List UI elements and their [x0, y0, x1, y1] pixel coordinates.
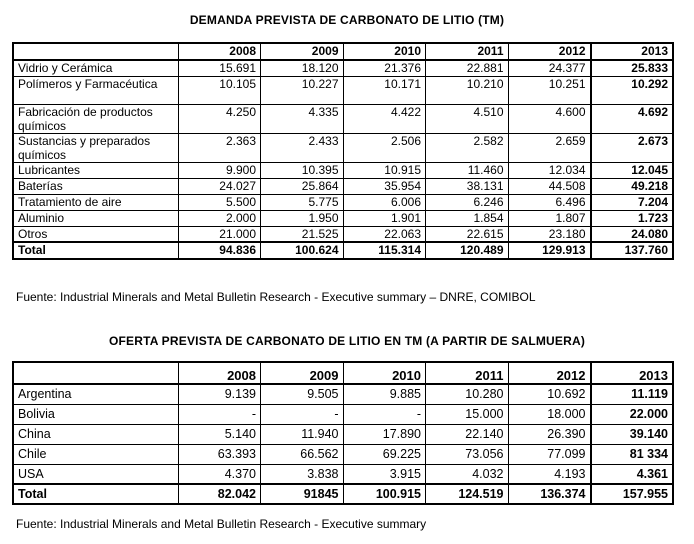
table-row — [13, 384, 673, 404]
year-header: 2011 — [426, 43, 509, 60]
value-cell: 10.210 — [426, 76, 509, 104]
value-cell-2013: 81 334 — [591, 444, 674, 464]
value-cell-2013: 1.723 — [591, 210, 674, 226]
year-header: 2012 — [508, 362, 591, 384]
value-cell: 15.691 — [178, 60, 261, 76]
table-row — [13, 194, 673, 210]
value-cell: 11.940 — [261, 424, 344, 444]
value-cell: 23.180 — [508, 226, 591, 242]
total-cell: 82.042 — [178, 484, 261, 504]
value-cell: 22.063 — [343, 226, 426, 242]
value-cell: 10.251 — [508, 76, 591, 104]
value-cell: 4.250 — [178, 104, 261, 133]
value-cell: 2.433 — [261, 133, 344, 162]
total-cell-2013: 137.760 — [591, 242, 674, 259]
supply-source-note: Fuente: Industrial Minerals and Metal Bulletin Research - Executive summary — [16, 517, 427, 531]
value-cell: 10.171 — [343, 76, 426, 104]
value-cell: 4.032 — [426, 464, 509, 484]
total-cell: 115.314 — [343, 242, 426, 259]
table-row — [13, 162, 673, 178]
row-label: Fabricación de productos químicos — [13, 104, 178, 133]
value-cell-2013: 12.045 — [591, 162, 674, 178]
total-cell: 91845 — [261, 484, 344, 504]
value-cell: 5.140 — [178, 424, 261, 444]
row-label: Otros — [13, 226, 178, 242]
value-cell: 21.525 — [261, 226, 344, 242]
value-cell: 6.496 — [508, 194, 591, 210]
value-cell: 9.505 — [261, 384, 344, 404]
total-cell: 100.915 — [343, 484, 426, 504]
value-cell: 10.105 — [178, 76, 261, 104]
value-cell: 5.500 — [178, 194, 261, 210]
year-header: 2008 — [178, 43, 261, 60]
value-cell: 21.000 — [178, 226, 261, 242]
value-cell: 10.915 — [343, 162, 426, 178]
row-label: Sustancias y preparados químicos — [13, 133, 178, 162]
table-row — [13, 133, 673, 162]
row-label: Lubricantes — [13, 162, 178, 178]
value-cell-2013: 2.673 — [591, 133, 674, 162]
value-cell-2013: 10.292 — [591, 76, 674, 104]
value-cell: 73.056 — [426, 444, 509, 464]
value-cell: 17.890 — [343, 424, 426, 444]
value-cell: 2.659 — [508, 133, 591, 162]
year-header: 2013 — [591, 362, 674, 384]
value-cell: 22.140 — [426, 424, 509, 444]
total-cell: 100.624 — [261, 242, 344, 259]
demand-source-note: Fuente: Industrial Minerals and Metal Bulletin Research - Executive summary – DNRE, COMIBOL — [16, 290, 536, 304]
value-cell: 69.225 — [343, 444, 426, 464]
row-label: China — [13, 424, 178, 444]
total-cell: 129.913 — [508, 242, 591, 259]
table-row — [13, 404, 673, 424]
value-cell: 4.193 — [508, 464, 591, 484]
total-cell-2013: 157.955 — [591, 484, 674, 504]
value-cell-2013: 39.140 — [591, 424, 674, 444]
value-cell-2013: 7.204 — [591, 194, 674, 210]
year-header: 2010 — [343, 43, 426, 60]
value-cell: 18.000 — [508, 404, 591, 424]
value-cell-2013: 4.692 — [591, 104, 674, 133]
table-row — [13, 76, 673, 104]
value-cell: 2.506 — [343, 133, 426, 162]
row-label: Argentina — [13, 384, 178, 404]
row-label: Vidrio y Cerámica — [13, 60, 178, 76]
value-cell: 5.775 — [261, 194, 344, 210]
demand-header-row — [13, 43, 673, 60]
value-cell: 4.422 — [343, 104, 426, 133]
value-cell-2013: 49.218 — [591, 178, 674, 194]
value-cell: - — [261, 404, 344, 424]
table-row — [13, 226, 673, 242]
value-cell: 1.807 — [508, 210, 591, 226]
value-cell: 6.006 — [343, 194, 426, 210]
value-cell: 21.376 — [343, 60, 426, 76]
value-cell-2013: 22.000 — [591, 404, 674, 424]
value-cell: 26.390 — [508, 424, 591, 444]
year-header: 2009 — [261, 43, 344, 60]
value-cell: 44.508 — [508, 178, 591, 194]
total-label: Total — [13, 484, 178, 504]
value-cell: 63.393 — [178, 444, 261, 464]
value-cell: 9.885 — [343, 384, 426, 404]
table-row — [13, 210, 673, 226]
value-cell: - — [178, 404, 261, 424]
header-corner-cell — [13, 43, 178, 60]
value-cell: 10.227 — [261, 76, 344, 104]
value-cell: 38.131 — [426, 178, 509, 194]
year-header: 2012 — [508, 43, 591, 60]
table-row — [13, 178, 673, 194]
table-row — [13, 104, 673, 133]
value-cell-2013: 11.119 — [591, 384, 674, 404]
total-cell: 124.519 — [426, 484, 509, 504]
value-cell: 10.692 — [508, 384, 591, 404]
table-row — [13, 424, 673, 444]
table-row — [13, 444, 673, 464]
value-cell: 10.395 — [261, 162, 344, 178]
value-cell: 6.246 — [426, 194, 509, 210]
year-header: 2011 — [426, 362, 509, 384]
table-row — [13, 60, 673, 76]
row-label: Tratamiento de aire — [13, 194, 178, 210]
value-cell: 4.370 — [178, 464, 261, 484]
row-label: Aluminio — [13, 210, 178, 226]
supply-header-row — [13, 362, 673, 384]
value-cell: 18.120 — [261, 60, 344, 76]
value-cell: 77.099 — [508, 444, 591, 464]
value-cell: 35.954 — [343, 178, 426, 194]
value-cell: 25.864 — [261, 178, 344, 194]
year-header: 2008 — [178, 362, 261, 384]
value-cell: 9.900 — [178, 162, 261, 178]
value-cell: 3.915 — [343, 464, 426, 484]
value-cell: 22.615 — [426, 226, 509, 242]
value-cell: 22.881 — [426, 60, 509, 76]
demand-table-title: DEMANDA PREVISTA DE CARBONATO DE LITIO (TM) — [189, 13, 505, 27]
year-header: 2010 — [343, 362, 426, 384]
value-cell: 15.000 — [426, 404, 509, 424]
value-cell-2013: 4.361 — [591, 464, 674, 484]
value-cell: 12.034 — [508, 162, 591, 178]
total-label: Total — [13, 242, 178, 259]
total-cell: 94.836 — [178, 242, 261, 259]
value-cell-2013: 25.833 — [591, 60, 674, 76]
value-cell: 3.838 — [261, 464, 344, 484]
supply-table — [12, 361, 674, 505]
value-cell: 1.950 — [261, 210, 344, 226]
value-cell: 1.901 — [343, 210, 426, 226]
total-row — [13, 242, 673, 259]
value-cell: 66.562 — [261, 444, 344, 464]
value-cell-2013: 24.080 — [591, 226, 674, 242]
row-label: Baterías — [13, 178, 178, 194]
value-cell: - — [343, 404, 426, 424]
total-cell: 120.489 — [426, 242, 509, 259]
value-cell: 1.854 — [426, 210, 509, 226]
total-row — [13, 484, 673, 504]
value-cell: 10.280 — [426, 384, 509, 404]
total-cell: 136.374 — [508, 484, 591, 504]
row-label: Polímeros y Farmacéutica — [13, 76, 178, 104]
value-cell: 11.460 — [426, 162, 509, 178]
demand-table — [12, 42, 674, 260]
value-cell: 4.510 — [426, 104, 509, 133]
value-cell: 2.363 — [178, 133, 261, 162]
value-cell: 24.377 — [508, 60, 591, 76]
row-label: Bolivia — [13, 404, 178, 424]
supply-table-title: OFERTA PREVISTA DE CARBONATO DE LITIO EN TM (A PARTIR DE SALMUERA) — [108, 334, 586, 348]
year-header: 2013 — [591, 43, 674, 60]
value-cell: 9.139 — [178, 384, 261, 404]
value-cell: 2.000 — [178, 210, 261, 226]
value-cell: 4.600 — [508, 104, 591, 133]
row-label: Chile — [13, 444, 178, 464]
year-header: 2009 — [261, 362, 344, 384]
table-row — [13, 464, 673, 484]
row-label: USA — [13, 464, 178, 484]
header-corner-cell — [13, 362, 178, 384]
value-cell: 2.582 — [426, 133, 509, 162]
value-cell: 24.027 — [178, 178, 261, 194]
value-cell: 4.335 — [261, 104, 344, 133]
